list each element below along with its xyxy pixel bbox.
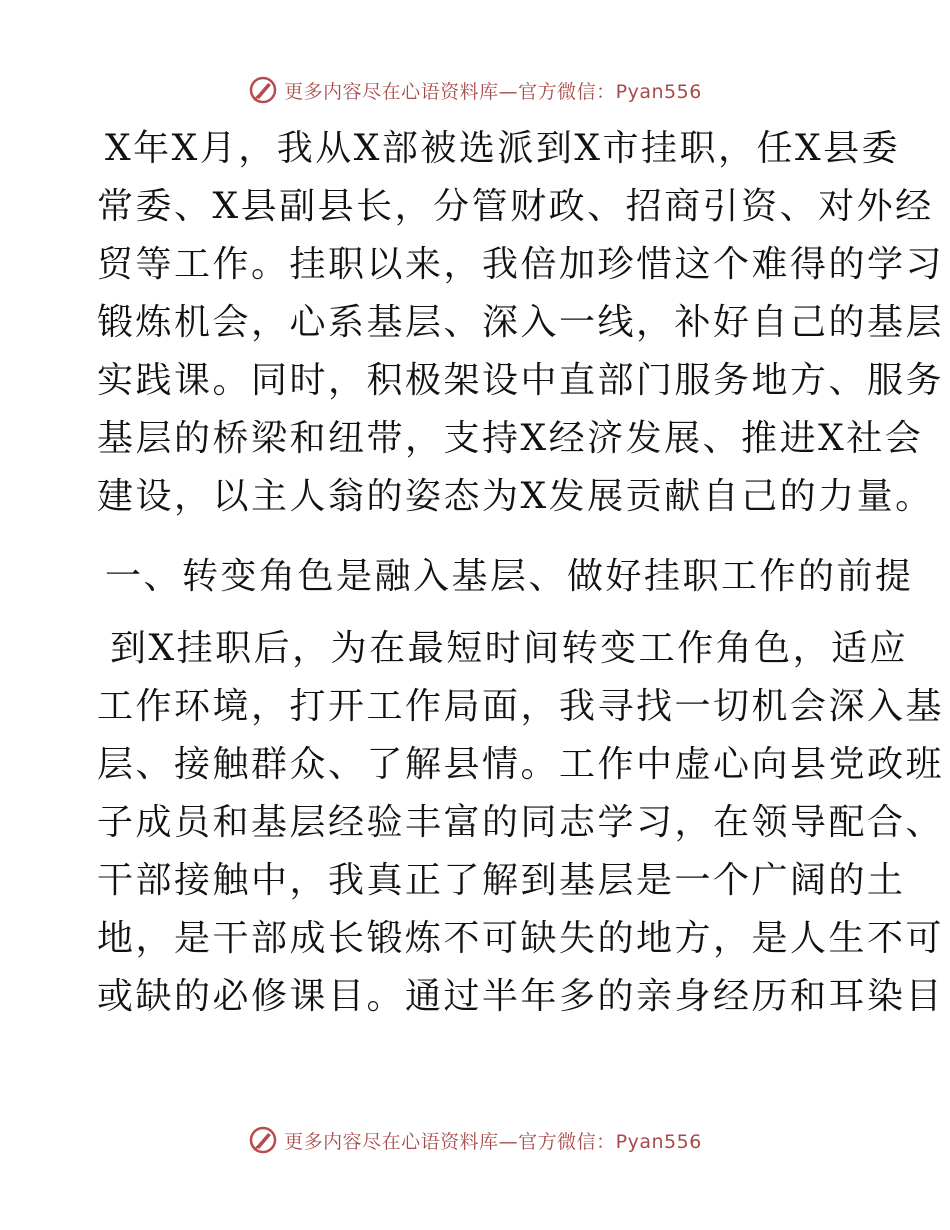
- text-line: X年X月，我从X部被选派到X市挂职，任X县委: [105, 128, 901, 169]
- text-line: 实践课。同时，积极架设中直部门服务地方、服务: [97, 360, 945, 401]
- footer-banner: [0, 1120, 950, 1160]
- banner-text: 更多内容尽在心语资料库—官方微信：Pyan556: [284, 80, 702, 103]
- text-line: 或缺的必修课目。通过半年多的亲身经历和耳染目: [97, 976, 945, 1017]
- text-line: 基层的桥梁和纽带，支持X经济发展、推进X社会: [97, 418, 924, 459]
- quill-logo-icon: [248, 75, 278, 105]
- text-line: 贸等工作。挂职以来，我倍加珍惜这个难得的学习: [97, 244, 945, 285]
- text-line: 锻炼机会，心系基层、深入一线，补好自己的基层: [97, 302, 945, 343]
- text-line: 常委、X县副县长，分管财政、招商引资、对外经: [97, 186, 934, 227]
- header-banner: [0, 70, 950, 110]
- quill-logo-icon: [248, 1125, 278, 1155]
- text-line: 干部接触中，我真正了解到基层是一个广阔的土: [97, 860, 906, 901]
- text-line: 建设，以主人翁的姿态为X发展贡献自己的力量。: [97, 476, 934, 517]
- banner-text: 更多内容尽在心语资料库—官方微信：Pyan556: [284, 1130, 702, 1153]
- text-line: 地，是干部成长锻炼不可缺失的地方，是人生不可: [97, 918, 945, 959]
- text-line: 到X挂职后，为在最短时间转变工作角色，适应: [110, 628, 909, 669]
- text-line: 工作环境，打开工作局面，我寻找一切机会深入基: [97, 686, 945, 727]
- text-line: 子成员和基层经验丰富的同志学习，在领导配合、: [97, 802, 945, 843]
- section-heading: 一、转变角色是融入基层、做好挂职工作的前提: [105, 556, 914, 597]
- text-line: 层、接触群众、了解县情。工作中虚心向县党政班: [97, 744, 945, 785]
